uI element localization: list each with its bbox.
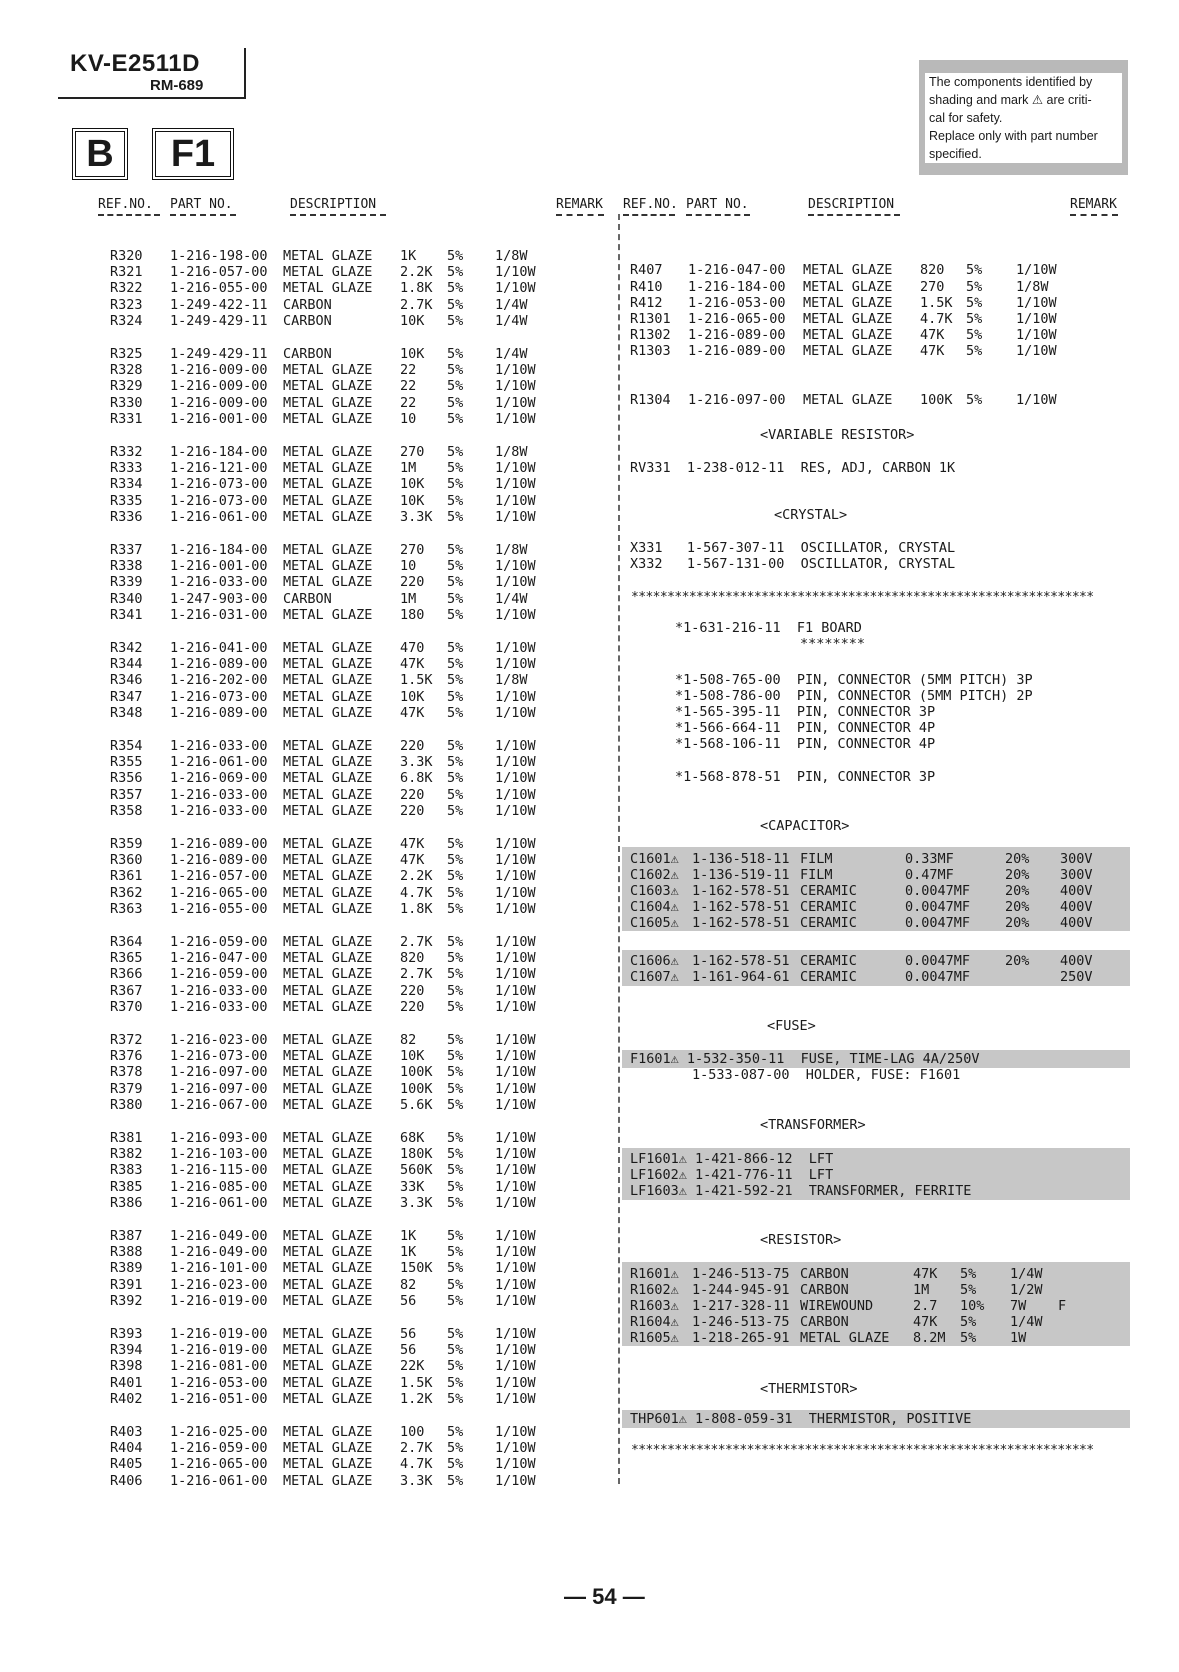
board-tag-b: B <box>72 128 128 180</box>
safety-note-line: Replace only with part number <box>929 129 1098 143</box>
part-row: *1-568-878-51 PIN, CONNECTOR 3P <box>675 769 936 785</box>
part-row: *1-568-106-11 PIN, CONNECTOR 4P <box>675 736 936 752</box>
part-row: *1-508-786-00 PIN, CONNECTOR (5MM PITCH) 2P <box>675 688 1033 704</box>
part-row: F1601⚠ 1-532-350-11 FUSE, TIME-LAG 4A/250V <box>630 1051 980 1067</box>
header-underline <box>290 214 386 216</box>
col-header-part: PART NO. <box>170 197 233 212</box>
model-number: KV-E2511D <box>70 50 200 77</box>
part-row: LF1601⚠ 1-421-866-12 LFT <box>630 1151 834 1167</box>
board-tag-f1: F1 <box>152 128 234 180</box>
part-row: *1-508-765-00 PIN, CONNECTOR (5MM PITCH) 3P <box>675 672 1033 688</box>
section-heading: <TRANSFORMER> <box>760 1117 866 1133</box>
part-row: X332 1-567-131-00 OSCILLATOR, CRYSTAL <box>630 556 956 572</box>
safety-note-box <box>919 60 1128 175</box>
part-row: 1-533-087-00 HOLDER, FUSE: F1601 <box>692 1067 961 1083</box>
part-row: X331 1-567-307-11 OSCILLATOR, CRYSTAL <box>630 540 956 556</box>
remote-model: RM-689 <box>150 77 204 94</box>
part-row: R1304 1-216-097-00 METAL GLAZE 100K 5% 1/10W <box>630 392 1057 408</box>
header-underline <box>686 214 750 216</box>
part-row: THP601⚠ 1-808-059-31 THERMISTOR, POSITIVE <box>630 1411 972 1427</box>
header-rule-horizontal <box>58 97 246 99</box>
header-underline <box>170 214 236 216</box>
header-underline <box>623 214 675 216</box>
section-heading: <RESISTOR> <box>760 1232 842 1248</box>
part-row: RV331 1-238-012-11 RES, ADJ, CARBON 1K <box>630 460 956 476</box>
part-row: *1-566-664-11 PIN, CONNECTOR 4P <box>675 720 936 736</box>
header-underline <box>98 214 160 216</box>
section-heading: <FUSE> <box>767 1018 816 1034</box>
col-header-remark: REMARK <box>1070 197 1117 212</box>
safety-note-line: The components identified by <box>929 75 1093 89</box>
section-heading: <VARIABLE RESISTOR> <box>760 427 915 443</box>
col-header-ref: REF.NO. <box>98 197 153 212</box>
board-underline-stars: ******** <box>800 636 866 652</box>
col-header-ref: REF.NO. <box>623 197 678 212</box>
part-row: R407 1-216-047-00 METAL GLAZE 820 5% 1/10W <box>630 262 1057 278</box>
separator-stars: **************************************************************** <box>631 1443 1094 1458</box>
safety-note-line: shading and mark ⚠ are criti- <box>929 93 1092 107</box>
section-heading: <CRYSTAL> <box>774 507 848 523</box>
section-heading: <THERMISTOR> <box>760 1381 858 1397</box>
col-header-remark: REMARK <box>556 197 603 212</box>
part-row: LF1602⚠ 1-421-776-11 LFT <box>630 1167 834 1183</box>
part-row: *1-565-395-11 PIN, CONNECTOR 3P <box>675 704 936 720</box>
part-row: LF1603⚠ 1-421-592-21 TRANSFORMER, FERRITE <box>630 1183 972 1199</box>
header-underline <box>1070 214 1118 216</box>
section-heading: <CAPACITOR> <box>760 818 850 834</box>
safety-note-line: cal for safety. <box>929 111 1003 125</box>
header-underline <box>556 214 604 216</box>
column-divider <box>618 214 620 1484</box>
col-header-part: PART NO. <box>686 197 749 212</box>
header-rule-vertical <box>244 48 246 98</box>
separator-stars: **************************************************************** <box>631 590 1094 605</box>
page-number: — 54 — <box>564 1584 645 1609</box>
header-underline <box>808 214 900 216</box>
board-line: *1-631-216-11 F1 BOARD <box>675 620 862 636</box>
col-header-desc: DESCRIPTION <box>290 197 377 212</box>
col-header-desc: DESCRIPTION <box>808 197 895 212</box>
safety-note-line: specified. <box>929 147 982 161</box>
